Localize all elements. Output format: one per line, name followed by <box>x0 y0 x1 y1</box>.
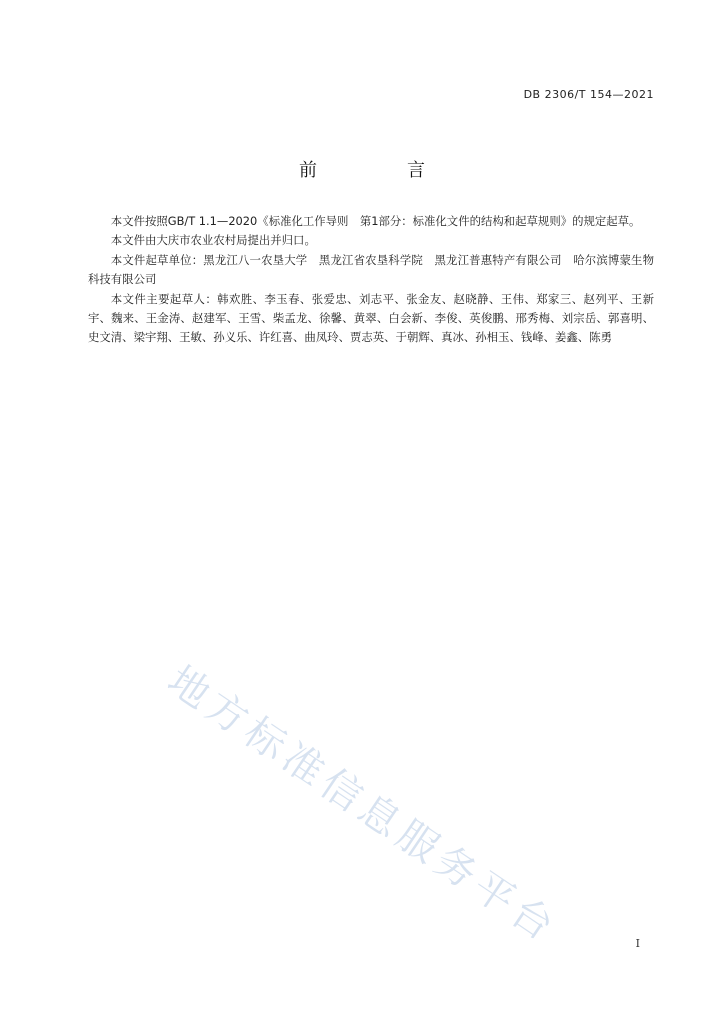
foreword-body <box>88 212 654 348</box>
paragraph-drafting-units: 本文件起草单位：黑龙江八一农垦大学 黑龙江省农垦科学院 黑龙江普惠特产有限公司 哈尔滨博蒙生物科技有限公司 <box>88 252 654 287</box>
page-title: 前 言 <box>299 160 461 181</box>
page-number: I <box>635 937 640 950</box>
watermark: 地方标准信息服务平台 <box>159 657 567 953</box>
paragraph-proposer: 本文件由大庆市农业农村局提出并归口。 <box>110 233 316 248</box>
standard-code: DB 2306/T 154—2021 <box>523 88 654 101</box>
paragraph-drafting-basis: 本文件按照GB/T 1.1—2020《标准化工作导则 第1部分：标准化文件的结构和起草规则》的规定起草。 <box>110 214 641 228</box>
paragraph-drafters: 本文件主要起草人：韩欢胜、李玉春、张爱忠、刘志平、张金友、赵晓静、王伟、郑家三、赵列平、王新宇、魏来、王金涛、赵建军、王雪、柴孟龙、徐馨、黄翠、白会新、李俊、英俊鹏、邢秀梅、刘宗岳、郭喜明、史文清、梁宇翔、王敏、孙义乐、许红喜、曲凤玲、贾志英、于朝辉、真冰、孙相玉、钱峰、姜鑫、陈勇 <box>88 291 654 345</box>
